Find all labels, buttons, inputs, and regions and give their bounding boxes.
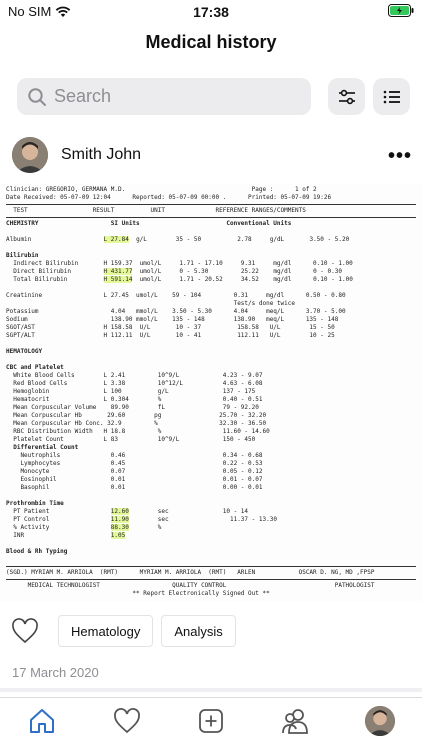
post-divider [0,688,422,692]
report-line: Neutrophils 0.46 0.34 - 0.68 [6,452,263,459]
report-line [6,284,416,292]
post-actions [10,614,236,648]
report-line: PT Patient 12.60 sec 10 - 14 [6,508,249,515]
author-name[interactable]: Smith John [61,146,142,163]
highlighted-value: 12.60 [110,508,129,515]
report-line: INR 1.05 [6,532,126,539]
heart-icon [11,618,39,644]
profile-avatar [365,706,395,736]
more-options-icon[interactable]: ••• [387,145,412,167]
like-button[interactable] [10,616,40,646]
tab-home[interactable] [22,701,62,741]
tab-add[interactable] [191,701,231,741]
report-line: Creatinine L 27.45 umol/L 59 - 104 0.31 mg/dl 0.50 - 0.80 [6,292,346,299]
highlighted-value: H 431.77 [103,268,133,275]
report-line: Sodium 138.90 mmol/L 135 - 148 138.90 meq/L 135 - 148 [6,316,339,323]
report-line: Bilirubin [6,252,39,259]
report-line [6,244,416,252]
report-line: Differential Count [6,444,79,451]
report-line [6,340,416,348]
report-line [6,492,416,500]
report-line: Direct Bilirubin H 431.77 umol/L 0 - 5.30 25.22 mg/dl 0 - 0.30 [6,268,342,275]
report-line: CBC and Platelet [6,364,64,371]
report-line: Blood & Rh Typing [6,548,68,555]
report-line: RBC Distribution Width H 18.8 % 11.60 - 14.60 [6,428,270,435]
list-icon [382,87,402,107]
report-line: Albumin L 27.84 g/L 35 - 50 2.78 g/dL 3.50 - 5.20 [6,236,350,243]
report-line: Clinician: GREGORIO, GERMANA M.D. Page : 1 of 2 [6,186,317,193]
tag-analysis[interactable]: Analysis [161,615,235,647]
report-rule [6,579,416,580]
home-icon [28,707,56,735]
report-line: SGOT/AST H 158.58 U/L 10 - 37 158.58 U/L 15 - 50 [6,324,335,331]
report-line: PT Control 11.90 sec 11.37 - 13.30 [6,516,277,523]
report-line: (SGD.) MYRIAM M. ARRIOLA (RMT) MYRIAM M. ARRIOLA (RMT) ARLEN OSCAR D. NG, MD ,FPSP [6,569,375,576]
list-view-button[interactable] [373,78,410,115]
tab-bar [0,697,422,750]
report-line: Mean Corpuscular Volume 89.90 fL 79 - 92.20 [6,404,259,411]
report-line: Lymphocytes 0.45 0.22 - 0.53 [6,460,263,467]
report-line [6,556,416,564]
report-line: Mean Corpuscular Hb 29.60 pg 25.70 - 32.20 [6,412,267,419]
report-line: MEDICAL TECHNOLOGIST QUALITY CONTROL PATHOLOGIST [6,582,375,589]
report-rule [6,217,416,218]
search-input[interactable] [17,78,311,115]
highlighted-value: L 27.84 [103,236,129,243]
report-rule [6,566,416,567]
status-bar [0,0,422,24]
people-icon [280,707,310,735]
status-time: 17:38 [193,4,229,20]
tab-profile[interactable] [360,701,400,741]
report-line: Test/s done twice [6,300,295,307]
report-rule [6,204,416,205]
highlighted-value: 1.05 [110,532,126,539]
report-line: Indirect Bilirubin H 159.37 umol/L 1.71 - 17.10 9.31 mg/dl 0.10 - 1.00 [6,260,353,267]
report-line: Prothrombin Time [6,500,64,507]
avatar[interactable] [12,137,48,173]
add-square-icon [197,707,225,735]
heart-icon [113,708,141,734]
battery-icon [388,4,414,17]
report-line: SGPT/ALT H 112.11 U/L 10 - 41 112.11 U/L 10 - 25 [6,332,335,339]
report-line: Mean Corpuscular Hb Conc. 32.9 % 32.30 - 36.50 [6,420,267,427]
report-line: Date Received: 05-07-09 12:04 Reported: 05-07-09 00:00 . Printed: 05-07-09 19:26 [6,194,332,201]
carrier-label: No SIM [8,4,52,19]
post-date: 17 March 2020 [12,665,99,680]
report-line: White Blood Cells L 2.41 10^9/L 4.23 - 9.07 [6,372,263,379]
report-line: TEST RESULT UNIT REFERENCE RANGES/COMMENTS [6,207,306,214]
report-line: Red Blood Cells L 3.38 10^12/L 4.63 - 6.08 [6,380,263,387]
report-line: Hemoglobin L 100 g/L 137 - 175 [6,388,256,395]
search-icon [27,87,47,107]
report-line: Potassium 4.04 mmol/L 3.50 - 5.30 4.04 meq/L 3.70 - 5.00 [6,308,346,315]
report-line [6,356,416,364]
report-line: ** Report Electronically Signed Out ** [6,590,270,597]
highlighted-value: H 591.14 [103,276,133,283]
report-line: Total Bilirubin H 591.14 umol/L 1.71 - 20.52 34.52 mg/dl 0.10 - 1.00 [6,276,353,283]
report-line: Basophil 0.01 0.00 - 0.01 [6,484,263,491]
highlighted-value: 11.90 [110,516,129,523]
tag-hematology[interactable]: Hematology [58,615,153,647]
report-line: CHEMISTRY SI Units Conventional Units [6,220,292,227]
report-line: Platelet Count L 83 10^9/L 150 - 450 [6,436,256,443]
report-line: Hematocrit L 0.304 % 0.40 - 0.51 [6,396,263,403]
report-line: Eosinophil 0.01 0.01 - 0.07 [6,476,263,483]
report-line [6,228,416,236]
tab-people[interactable] [275,701,315,741]
sliders-icon [337,87,357,107]
tab-favorites[interactable] [107,701,147,741]
filter-button[interactable] [328,78,365,115]
highlighted-value: 88.30 [110,524,129,531]
page-title: Medical history [145,32,277,52]
post-header [12,136,412,174]
report-line: % Activity 88.30 % [6,524,162,531]
lab-report-image[interactable] [0,184,422,602]
report-line [6,540,416,548]
report-line: HEMATOLOGY [6,348,43,355]
search-placeholder: Search [54,86,112,106]
report-line: Monocyte 0.07 0.05 - 0.12 [6,468,263,475]
